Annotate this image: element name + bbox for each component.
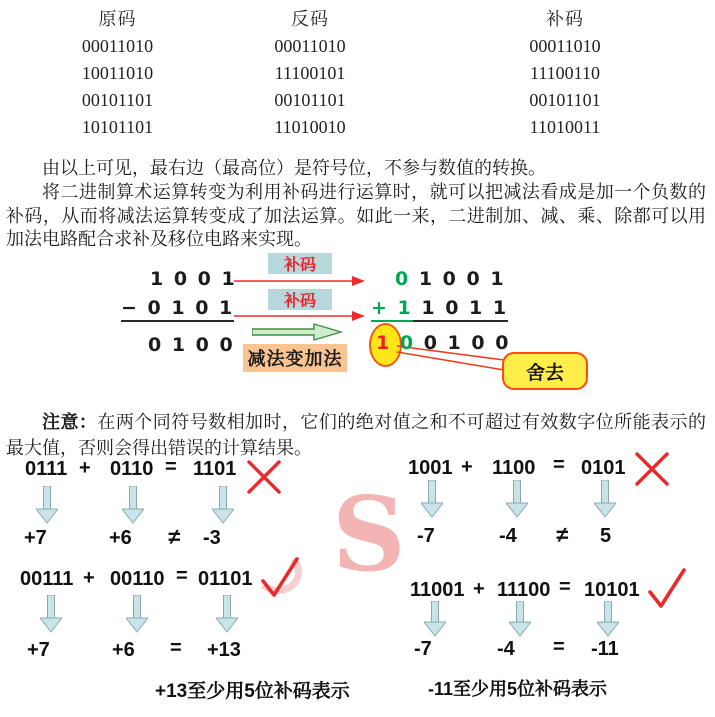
right-arrow-icon: [234, 274, 366, 288]
decimal-value-a: -7: [417, 525, 435, 547]
carry-bit: 1: [376, 332, 392, 354]
result-binary: 01101: [198, 568, 253, 590]
operand-a: 1001: [408, 457, 453, 479]
table-cell: 11010011: [529, 117, 601, 137]
table-cell: 00011010: [529, 36, 601, 56]
operand-a: 11001: [410, 579, 465, 601]
decimal-value-a: -7: [414, 638, 432, 660]
decimal-value-a: +7: [24, 527, 47, 549]
result-binary: 10101: [584, 579, 640, 601]
operand-b: 00110: [110, 568, 165, 590]
table-cell: 00101101: [81, 90, 154, 110]
operand-a: 0111: [25, 458, 68, 480]
operand-a: 00111: [20, 568, 74, 590]
table-cell: 00011010: [274, 36, 346, 56]
not-equal-sign: ≠: [556, 522, 569, 547]
table-column-ones-complement: [230, 6, 390, 141]
table-column-original-code: [40, 6, 195, 141]
cross-mark-icon: [634, 451, 670, 487]
sign-bit: 0: [395, 268, 411, 290]
magnitude-bits: 1 0 0 1: [410, 268, 506, 290]
plus-sign: +: [79, 457, 91, 479]
down-arrow-icon: [36, 486, 58, 524]
check-mark-icon: [646, 566, 688, 610]
down-arrow-icon: [424, 601, 446, 637]
complement-line2: [371, 297, 508, 319]
decimal-value-b: -4: [497, 638, 515, 660]
down-arrow-icon: [421, 480, 443, 518]
table-cell: 00101101: [274, 90, 346, 110]
equals-sign: =: [559, 576, 571, 598]
down-arrow-icon: [509, 601, 531, 637]
right-arrow-icon: [234, 309, 366, 323]
operand-b: 11100: [497, 579, 551, 601]
complement-label-top: 补码: [268, 253, 332, 274]
complement-line1: [395, 268, 506, 290]
note-body: 在两个同符号数相加时，它们的绝对值之和不可超过有效数字位所能表示的最大值，否则会得出错误的计算结果。: [6, 412, 707, 458]
not-equal-sign: ≠: [168, 524, 181, 549]
minuend-binary: 1 0 0 1: [150, 268, 237, 290]
plus-sign: +: [83, 567, 95, 589]
table-cell: 11100110: [530, 63, 600, 83]
equals-sign: =: [176, 565, 188, 587]
equals-sign: =: [165, 456, 177, 478]
sum-line: [376, 332, 510, 354]
down-arrow-icon: [216, 595, 238, 633]
column-header: 原码: [98, 9, 137, 29]
plus-sign: +: [461, 456, 473, 478]
paragraph-explanation: 将二进制算术运算转变为利用补码进行运算时，就可以把减法看成是加一个负数的补码，从而将减法运算转变成了加法运算。如此一来，二进制加、减、乘、除都可以用加法电路配合求补及移位电路来实现。: [6, 182, 706, 249]
plus-sign: +: [473, 578, 485, 600]
result-binary: 0101: [581, 457, 626, 479]
down-arrow-icon: [122, 486, 144, 524]
caption-plus13: +13至少用5位补码表示: [155, 681, 350, 702]
decimal-result: 5: [600, 525, 612, 547]
subtrahend-binary: − 0 1 0 1: [121, 297, 234, 322]
difference-binary: 0 1 0 0: [148, 334, 235, 356]
plus-and-sign-bit: + 1: [371, 297, 413, 322]
caption-minus11: -11至少用5位补码表示: [428, 679, 608, 699]
check-mark-icon: [259, 555, 301, 599]
discard-callout: 舍去: [502, 352, 588, 390]
table-column-twos-complement: [485, 6, 645, 141]
sign-bit: 0: [391, 332, 416, 354]
paragraph-conclusion: 由以上可见，最右边（最高位）是符号位，不参与数值的转换。: [42, 158, 546, 178]
block-right-arrow-icon: [252, 322, 344, 342]
table-cell: 11100101: [274, 63, 346, 83]
operand-b: 1100: [492, 457, 536, 479]
down-arrow-icon: [40, 595, 62, 633]
table-cell: 11010010: [274, 117, 346, 137]
cross-mark-icon: [246, 459, 282, 495]
subtraction-to-addition-label: 减法变加法: [243, 344, 347, 372]
magnitude-bits: 0 1 0 0: [415, 332, 511, 354]
watermark-letter: S: [332, 475, 406, 595]
decimal-value-a: +7: [27, 639, 50, 661]
down-arrow-icon: [506, 480, 528, 518]
result-binary: 1101: [193, 458, 237, 480]
complement-label-bottom: 补码: [268, 289, 332, 310]
magnitude-bits: 1 0 1 1: [413, 297, 508, 322]
column-header: 反码: [291, 9, 329, 29]
table-cell: 10011010: [81, 63, 154, 83]
down-arrow-icon: [594, 480, 616, 518]
decimal-result: -11: [591, 638, 619, 660]
decimal-value-b: -4: [499, 525, 517, 547]
equals-sign: =: [170, 637, 182, 659]
down-arrow-icon: [597, 601, 619, 637]
table-cell: 10101101: [81, 117, 154, 137]
equals-sign: =: [553, 454, 565, 476]
equals-sign: =: [553, 636, 565, 658]
table-cell: 00101101: [529, 90, 601, 110]
note-label: 注意：: [42, 412, 98, 432]
operand-b: 0110: [110, 458, 154, 480]
decimal-result: +13: [207, 639, 241, 661]
decimal-result: -3: [203, 527, 221, 549]
decimal-value-b: +6: [109, 527, 132, 549]
down-arrow-icon: [212, 486, 234, 524]
note-paragraph: [6, 409, 706, 461]
decimal-value-b: +6: [112, 639, 135, 661]
table-cell: 00011010: [81, 36, 154, 56]
column-header: 补码: [546, 9, 584, 29]
down-arrow-icon: [126, 595, 148, 633]
